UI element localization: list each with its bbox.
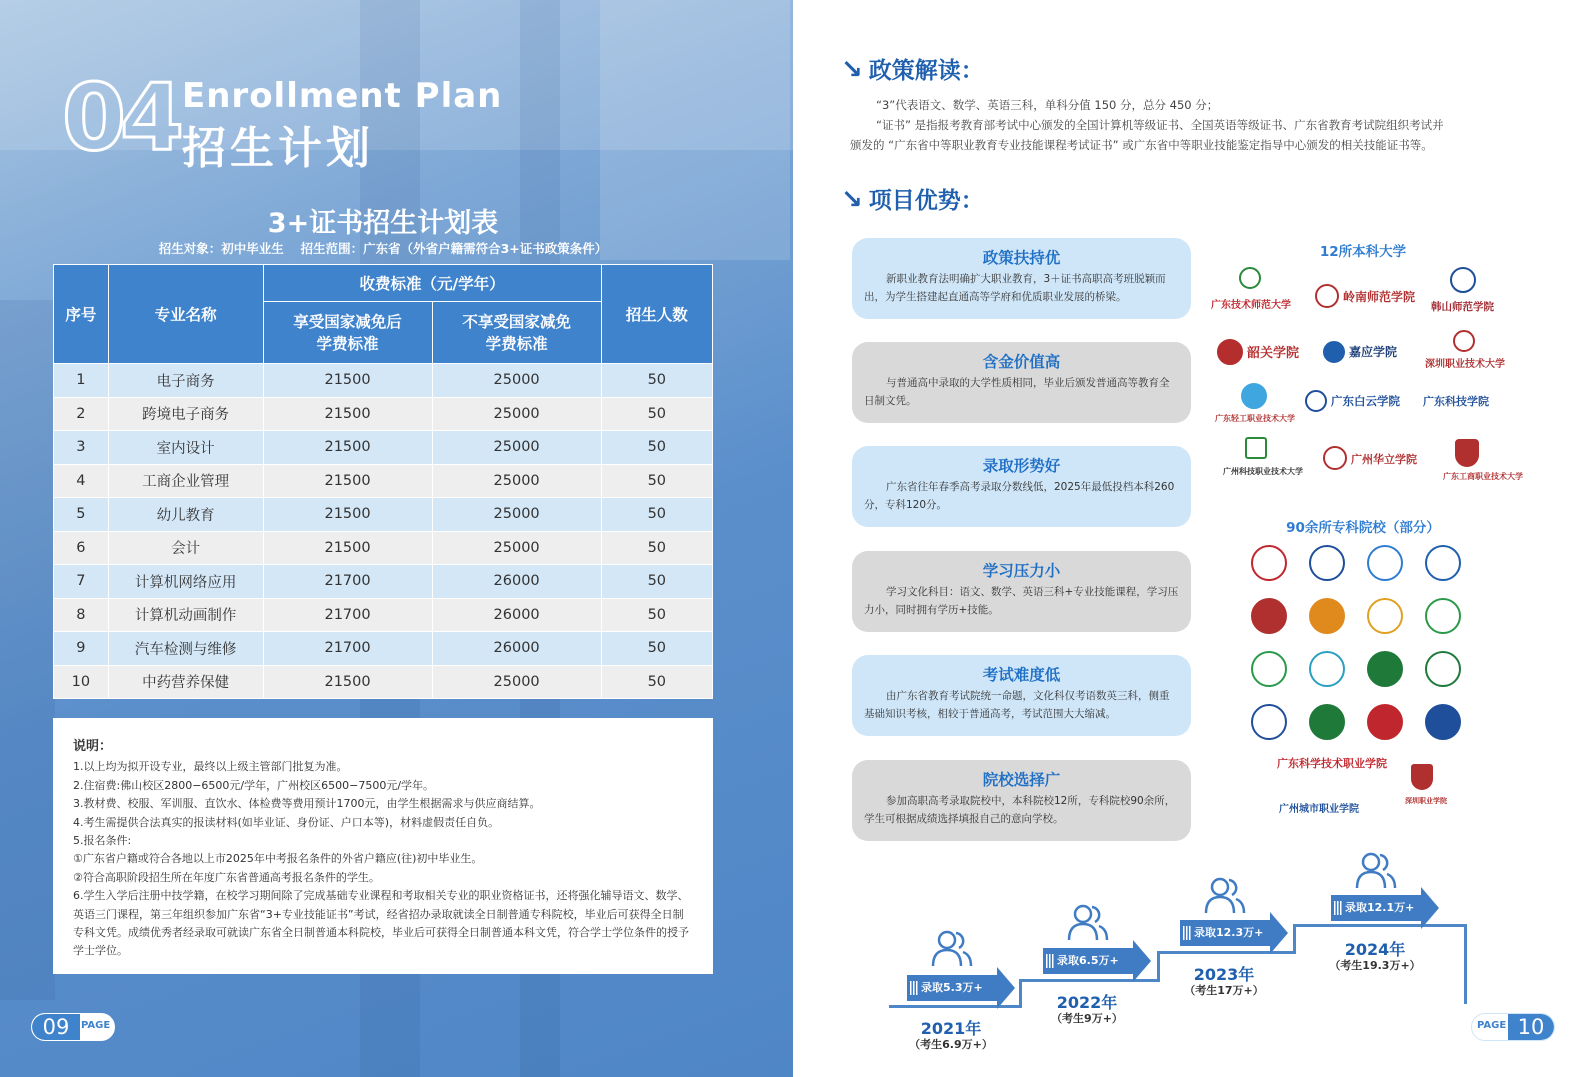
note-line: 4.考生需提供合法真实的报读材料(如毕业证、身份证、户口本等)，材料虚假责任自负。 <box>73 815 500 829</box>
header-quota: 招生人数 <box>601 265 712 364</box>
university-emblem-icon <box>1315 284 1339 308</box>
page-indicator-left <box>31 1013 115 1041</box>
timeline-year: 2021年 <box>920 1019 982 1038</box>
advantage-card <box>852 655 1191 736</box>
cell-quota: 50 <box>601 397 712 431</box>
cell-major: 中药营养保健 <box>108 665 263 699</box>
note-line: 1.以上均为拟开设专业，最终以上级主管部门批复为准。 <box>73 760 348 774</box>
timeline-examinees: （考生6.9万+） <box>909 1038 993 1051</box>
college-logo-text: 深圳职业学院 <box>1405 797 1447 805</box>
cell-seq: 8 <box>54 598 109 632</box>
university-emblem-icon <box>1305 390 1327 412</box>
college-logo-icon <box>1251 598 1287 634</box>
note-line: 5.报名条件: <box>73 834 132 848</box>
university-emblem-icon <box>1245 437 1267 459</box>
timeline-step <box>1019 979 1022 1008</box>
university-emblem-icon <box>1453 330 1475 352</box>
university-logo: 广东科技学院 <box>1423 395 1489 408</box>
university-logo: 广东工商职业技术大学 <box>1443 472 1523 481</box>
college-logo-icon <box>1309 598 1345 634</box>
cell-seq: 10 <box>54 665 109 699</box>
card-desc: 参加高职高考录取院校中，本科院校12所，专科院校90余所，学生可根据成绩选择填报自己的意向学校。 <box>864 795 1176 825</box>
advantage-heading <box>841 182 984 215</box>
card-desc: 由广东省教育考试院统一命题，文化科仅考语数英三科，侧重基础知识考核，相较于普通高考，考试范围大大缩减。 <box>864 690 1170 720</box>
table-row <box>54 598 713 632</box>
cell-seq: 9 <box>54 632 109 666</box>
college-logo-icon <box>1367 598 1403 634</box>
cell-seq: 5 <box>54 498 109 532</box>
cell-full: 25000 <box>432 665 601 699</box>
table-row <box>54 464 713 498</box>
cell-reduced: 21500 <box>263 464 432 498</box>
notes-box <box>53 718 713 974</box>
section-number: 04 <box>62 64 179 171</box>
note-line: 3.教材费、校服、军训服、直饮水、体检费等费用预计1700元，由学生根据需求与供应商结算。 <box>73 797 541 811</box>
cell-seq: 7 <box>54 565 109 599</box>
note-line: ②符合高职阶段招生所在年度广东省普通高考报名条件的学生。 <box>73 870 380 884</box>
college-logo-icon <box>1309 651 1345 687</box>
college-logo-icon <box>1251 651 1287 687</box>
card-title: 考试难度低 <box>982 666 1061 684</box>
cell-seq: 2 <box>54 397 109 431</box>
table-row <box>54 431 713 465</box>
admitted-value: 录取12.3万+ <box>1194 926 1264 939</box>
college-logo-icon <box>1367 651 1403 687</box>
admission-badge <box>1043 948 1133 974</box>
timeline-step <box>1157 951 1160 982</box>
table-row <box>54 565 713 599</box>
college-logo-icon <box>1251 545 1287 581</box>
admitted-value: 录取6.5万+ <box>1057 954 1119 967</box>
bg-column <box>0 300 55 1000</box>
college-logo-icon <box>1425 651 1461 687</box>
cell-full: 25000 <box>432 531 601 565</box>
university-logo: 广州华立学院 <box>1351 453 1417 466</box>
college-logo-icon <box>1251 704 1287 740</box>
university-emblem-icon <box>1323 446 1347 470</box>
cell-full: 26000 <box>432 632 601 666</box>
university-emblem-icon <box>1217 339 1243 365</box>
page-label: PAGE <box>1477 1020 1507 1031</box>
cell-major: 幼儿教育 <box>108 498 263 532</box>
admission-badge <box>907 975 997 1001</box>
cell-quota: 50 <box>601 364 712 398</box>
cell-major: 工商企业管理 <box>108 464 263 498</box>
people-icon <box>1065 902 1111 942</box>
cell-full: 26000 <box>432 598 601 632</box>
cell-full: 25000 <box>432 498 601 532</box>
university-logo: 韶关学院 <box>1247 346 1300 361</box>
timeline-step <box>1293 924 1466 927</box>
page-number: 09 <box>32 1014 80 1040</box>
header-fee-reduced-line2: 学费标准 <box>316 334 379 353</box>
note-line: 6.学生入学后注册中技学籍，在校学习期间除了完成基础专业课程和考取相关专业的职业资格证书，还将强化辅导语文、数学、英语三门课程，第三年组织参加广东省“3+专业技能证书”考试，经省招办录取就读全日制普通专科院校，毕业后可获得全日制专科文凭。成绩优秀者经录取可就读广东省全日制普通本科院校，毕业后可获得全日制普通本科文凭，符合学士学位条件的授予学士学位。 <box>73 889 689 958</box>
header-fee-group: 收费标准（元/学年） <box>263 265 601 302</box>
header-fee-full-line2: 学费标准 <box>485 334 548 353</box>
college-logo-icon <box>1425 598 1461 634</box>
table-row <box>54 665 713 699</box>
cell-reduced: 21500 <box>263 397 432 431</box>
policy-line: “3”代表语文、数学、英语三科，单科分值 150 分，总分 450 分； <box>876 98 1219 112</box>
cell-major: 计算机动画制作 <box>108 598 263 632</box>
university-logo: 广东轻工职业技术大学 <box>1215 414 1295 423</box>
college-logo-icon <box>1425 545 1461 581</box>
card-desc: 广东省往年春季高考录取分数线低，2025年最低投档本科260分，专科120分。 <box>864 481 1175 511</box>
timeline-year: 2022年 <box>1056 993 1118 1012</box>
university-emblem-icon <box>1241 383 1267 409</box>
card-title: 政策扶持优 <box>982 249 1061 267</box>
college-logo-text: 广州城市职业学院 <box>1279 804 1359 815</box>
timeline-year: 2024年 <box>1344 940 1406 959</box>
colleges-title: 90余所专科院校（部分） <box>1286 520 1440 536</box>
card-title: 含金价值高 <box>982 353 1061 371</box>
card-desc: 新职业教育法明确扩大职业教育，3＋证书高职高考班脱颖而出，为学生搭建起直通高等学府和优质职业发展的桥梁。 <box>864 273 1166 303</box>
header-fee-full <box>432 302 601 364</box>
university-logo: 深圳职业技术大学 <box>1425 359 1505 370</box>
admission-badge <box>1331 895 1421 921</box>
university-emblem-icon <box>1450 267 1476 293</box>
timeline-examinees: （考生17万+） <box>1184 984 1264 997</box>
cell-quota: 50 <box>601 665 712 699</box>
arrow-down-right-icon: ↘ <box>841 55 863 85</box>
cell-full: 25000 <box>432 364 601 398</box>
cell-quota: 50 <box>601 464 712 498</box>
college-logo-icon <box>1367 704 1403 740</box>
university-emblem-icon <box>1323 341 1345 363</box>
advantage-card <box>852 238 1191 319</box>
advantage-card <box>852 342 1191 423</box>
card-title: 学习压力小 <box>982 562 1061 580</box>
policy-line: 颁发的 “广东省中等职业教育专业技能课程考试证书” 或广东省中等职业技能鉴定指导中心颁发的相关技能证书等。 <box>850 138 1433 152</box>
header-fee-reduced-line1: 享受国家减免后 <box>293 312 402 331</box>
university-logo: 嘉应学院 <box>1349 345 1398 359</box>
policy-text <box>850 95 1510 155</box>
cell-major: 室内设计 <box>108 431 263 465</box>
right-page <box>793 0 1587 1077</box>
admitted-value: 录取5.3万+ <box>921 981 983 994</box>
university-emblem-icon <box>1239 267 1261 289</box>
cell-full: 25000 <box>432 431 601 465</box>
cell-reduced: 21500 <box>263 531 432 565</box>
card-title: 院校选择广 <box>982 771 1061 789</box>
advantage-card <box>852 446 1191 527</box>
university-logo: 广州科技职业技术大学 <box>1223 467 1303 476</box>
left-page <box>0 0 793 1077</box>
cell-quota: 50 <box>601 431 712 465</box>
cell-reduced: 21700 <box>263 632 432 666</box>
table-row <box>54 364 713 398</box>
college-shield-icon <box>1411 764 1433 790</box>
advantage-heading-text: 项目优势： <box>868 188 984 214</box>
table-subtitle: 招生对象：初中毕业生 招生范围：广东省（外省户籍需符合3+证书政策条件） <box>158 241 608 256</box>
header-seq: 序号 <box>54 265 109 364</box>
note-line: 2.住宿费:佛山校区2800−6500元/学年，广州校区6500−7500元/学年。 <box>73 778 435 792</box>
table-row <box>54 397 713 431</box>
cell-major: 电子商务 <box>108 364 263 398</box>
cell-major: 计算机网络应用 <box>108 565 263 599</box>
title-chinese: 招生计划 <box>182 123 374 174</box>
cell-major: 会计 <box>108 531 263 565</box>
timeline-year: 2023年 <box>1193 965 1255 984</box>
header-major: 专业名称 <box>108 265 263 364</box>
arrow-down-right-icon: ↘ <box>841 185 863 215</box>
admission-badge <box>1180 920 1270 946</box>
table-row <box>54 531 713 565</box>
table-row <box>54 632 713 666</box>
cell-reduced: 21700 <box>263 565 432 599</box>
people-icon <box>1353 850 1399 890</box>
cell-reduced: 21500 <box>263 498 432 532</box>
cell-seq: 4 <box>54 464 109 498</box>
header-fee-full-line1: 不享受国家减免 <box>462 312 571 331</box>
cell-quota: 50 <box>601 531 712 565</box>
cell-quota: 50 <box>601 598 712 632</box>
card-desc: 与普通高中录取的大学性质相同，毕业后颁发普通高等教育全日制文凭。 <box>864 377 1170 407</box>
cell-reduced: 21700 <box>263 598 432 632</box>
university-logo: 广东白云学院 <box>1331 394 1400 408</box>
notes-title: 说明： <box>73 739 113 754</box>
page-label: PAGE <box>81 1020 111 1031</box>
cell-reduced: 21500 <box>263 364 432 398</box>
cell-full: 26000 <box>432 565 601 599</box>
timeline-step <box>1464 924 1467 1004</box>
advantage-card <box>852 760 1191 841</box>
header-fee-reduced <box>263 302 432 364</box>
cell-seq: 3 <box>54 431 109 465</box>
timeline-examinees: （考生9万+） <box>1051 1012 1123 1025</box>
college-logo-icon <box>1309 704 1345 740</box>
university-logo: 广东技术师范大学 <box>1211 300 1291 311</box>
cell-full: 25000 <box>432 464 601 498</box>
cell-major: 汽车检测与维修 <box>108 632 263 666</box>
page-number: 10 <box>1508 1014 1554 1040</box>
card-desc: 学习文化科目：语文、数学、英语三科+专业技能课程，学习压力小，同时拥有学历+技能。 <box>864 586 1179 616</box>
page-indicator-right <box>1471 1013 1555 1041</box>
note-line: ①广东省户籍或符合各地以上市2025年中考报名条件的外省户籍应(往)初中毕业生。 <box>73 852 483 866</box>
cell-major: 跨境电子商务 <box>108 397 263 431</box>
college-logo-icon <box>1425 704 1461 740</box>
cell-full: 25000 <box>432 397 601 431</box>
university-logo: 岭南师范学院 <box>1343 290 1416 304</box>
timeline-step <box>1293 924 1296 954</box>
policy-heading <box>841 52 984 85</box>
college-logo-icon <box>1367 545 1403 581</box>
timeline-examinees: （考生19.3万+） <box>1329 959 1421 972</box>
college-logo-icon <box>1309 545 1345 581</box>
cell-quota: 50 <box>601 565 712 599</box>
cell-quota: 50 <box>601 498 712 532</box>
policy-heading-text: 政策解读： <box>868 58 984 84</box>
cell-seq: 6 <box>54 531 109 565</box>
cell-reduced: 21500 <box>263 431 432 465</box>
badge-stripes <box>910 981 918 995</box>
card-title: 录取形势好 <box>982 457 1061 475</box>
badge-stripes <box>1046 954 1054 968</box>
cell-reduced: 21500 <box>263 665 432 699</box>
table-row <box>54 498 713 532</box>
title-english: Enrollment Plan <box>182 76 503 116</box>
university-emblem-icon <box>1455 439 1479 467</box>
cell-seq: 1 <box>54 364 109 398</box>
college-logo-text: 广东科学技术职业学院 <box>1277 757 1387 770</box>
cell-quota: 50 <box>601 632 712 666</box>
table-title: 3+证书招生计划表 <box>267 208 499 239</box>
people-icon <box>1202 875 1248 915</box>
badge-stripes <box>1183 926 1191 940</box>
universities-title: 12所本科大学 <box>1319 244 1407 260</box>
admitted-value: 录取12.1万+ <box>1345 901 1415 914</box>
policy-line: “证书” 是指报考教育部考试中心颁发的全国计算机等级证书、全国英语等级证书、广东省教育考试院组织考试并 <box>876 118 1444 132</box>
university-logo: 韩山师范学院 <box>1431 301 1494 313</box>
people-icon <box>929 928 975 968</box>
advantage-card <box>852 551 1191 632</box>
enrollment-table <box>53 264 713 699</box>
badge-stripes <box>1334 901 1342 915</box>
